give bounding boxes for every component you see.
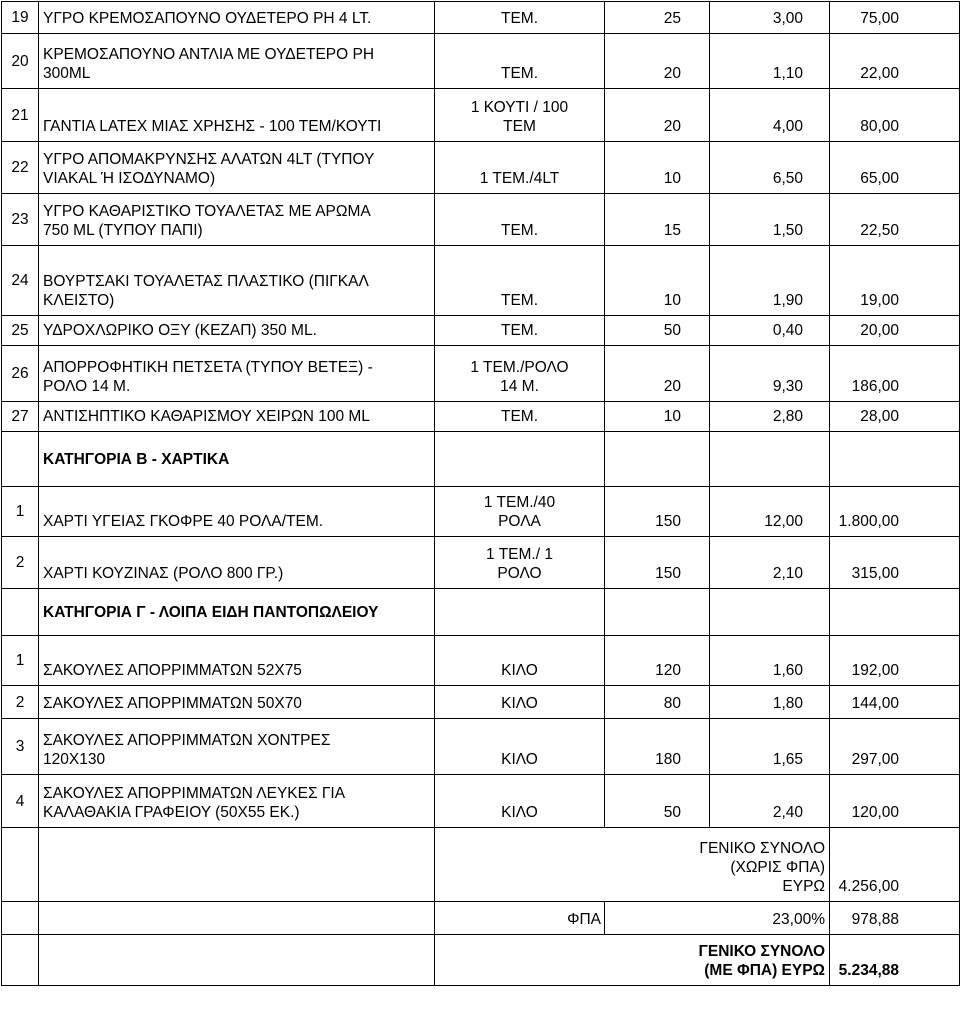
item-unit-price bbox=[710, 775, 830, 828]
net-total-value-text: 4.256,00 bbox=[838, 878, 899, 895]
item-unit bbox=[435, 686, 605, 719]
item-quantity bbox=[605, 775, 710, 828]
item-description-text: ΡΟΛΟ 14 Μ. bbox=[43, 378, 131, 395]
item-total bbox=[830, 346, 960, 402]
item-description-text: ΣΑΚΟΥΛΕΣ ΑΠΟΡΡΙΜΜΑΤΩΝ 50Χ70 bbox=[43, 695, 302, 712]
vat-value-text: 978,88 bbox=[851, 911, 899, 928]
item-unit bbox=[435, 537, 605, 589]
item-quantity-text: 20 bbox=[663, 378, 681, 395]
empty-cell bbox=[39, 902, 435, 935]
vat-value bbox=[830, 902, 960, 935]
item-quantity-text: 20 bbox=[663, 118, 681, 135]
item-unit-text: ΚΙΛΟ bbox=[501, 751, 538, 768]
item-unit-text: 1 ΤΕΜ./ 1 bbox=[486, 546, 553, 563]
item-unit-price-text: 4,00 bbox=[772, 118, 803, 135]
item-unit bbox=[435, 34, 605, 89]
gross-total-value bbox=[830, 935, 960, 986]
item-unit-text: ΚΙΛΟ bbox=[501, 695, 538, 712]
net-total-label bbox=[435, 828, 830, 902]
item-quantity bbox=[605, 537, 710, 589]
vat-rate bbox=[605, 902, 830, 935]
item-unit-price-text: 1,60 bbox=[772, 662, 803, 679]
row-number-text: 3 bbox=[15, 738, 25, 755]
gross-total-value-text: 5.234,88 bbox=[838, 962, 899, 979]
item-unit-price-text: 1,65 bbox=[772, 751, 803, 768]
item-unit bbox=[435, 636, 605, 686]
item-description bbox=[39, 636, 435, 686]
item-total-text: 192,00 bbox=[851, 662, 899, 679]
item-unit-text: ΤΕΜ bbox=[503, 118, 536, 135]
item-unit-price bbox=[710, 402, 830, 432]
item-unit-price-text: 1,10 bbox=[772, 65, 803, 82]
category-title bbox=[39, 589, 435, 636]
vat-rate-text: 23,00% bbox=[772, 911, 825, 928]
item-quantity bbox=[605, 719, 710, 775]
item-total-text: 22,50 bbox=[860, 222, 899, 239]
item-unit bbox=[435, 89, 605, 142]
row-number bbox=[2, 2, 39, 34]
item-description-text: ΑΠΟΡΡΟΦΗΤΙΚΗ ΠΕΤΣΕΤΑ (ΤΥΠΟΥ ΒΕΤΕΞ) - bbox=[43, 359, 373, 376]
item-total bbox=[830, 34, 960, 89]
empty-cell bbox=[2, 828, 39, 902]
item-unit bbox=[435, 775, 605, 828]
item-quantity bbox=[605, 346, 710, 402]
row-number bbox=[2, 686, 39, 719]
item-description bbox=[39, 34, 435, 89]
row-number-text: 1 bbox=[15, 652, 25, 669]
item-total bbox=[830, 719, 960, 775]
item-total-text: 315,00 bbox=[851, 565, 899, 582]
item-description-text: ΧΑΡΤΙ ΚΟΥΖΙΝΑΣ (ΡΟΛΟ 800 ΓΡ.) bbox=[43, 565, 284, 582]
item-description-text: ΧΑΡΤΙ ΥΓΕΙΑΣ ΓΚΟΦΡΕ 40 ΡΟΛΑ/ΤΕΜ. bbox=[43, 513, 324, 530]
category-title-text: ΚΑΤΗΓΟΡΙΑ Β - ΧΑΡΤΙΚΑ bbox=[43, 450, 230, 468]
item-quantity-text: 80 bbox=[663, 695, 681, 712]
item-total-text: 80,00 bbox=[860, 118, 899, 135]
item-description-text: 750 ML (ΤΥΠΟΥ ΠΑΠΙ) bbox=[43, 222, 203, 239]
item-unit-price bbox=[710, 487, 830, 537]
table-row bbox=[2, 719, 960, 775]
item-total-text: 28,00 bbox=[860, 408, 899, 425]
item-unit-price-text: 2,80 bbox=[772, 408, 803, 425]
net-total-label-text: (ΧΩΡΙΣ ΦΠΑ) bbox=[730, 859, 825, 876]
row-number-text: 19 bbox=[11, 9, 29, 26]
item-quantity-text: 180 bbox=[655, 751, 681, 768]
item-unit-text: 1 ΤΕΜ./4LT bbox=[479, 170, 560, 187]
row-number bbox=[2, 142, 39, 194]
item-unit bbox=[435, 194, 605, 246]
item-unit-text: ΤΕΜ. bbox=[500, 222, 539, 239]
item-description bbox=[39, 2, 435, 34]
item-unit-price bbox=[710, 316, 830, 346]
item-description bbox=[39, 142, 435, 194]
item-quantity-text: 150 bbox=[655, 565, 681, 582]
table-row bbox=[2, 686, 960, 719]
item-unit bbox=[435, 402, 605, 432]
row-number-text: 20 bbox=[11, 52, 29, 70]
row-number bbox=[2, 432, 39, 487]
item-description-text: VIAKAL Ή ΙΣΟΔΥΝΑΜΟ) bbox=[43, 170, 216, 187]
item-quantity bbox=[605, 142, 710, 194]
item-quantity-text: 150 bbox=[655, 513, 681, 530]
item-total-text: 1.800,00 bbox=[838, 513, 899, 530]
item-quantity-text: 120 bbox=[655, 662, 681, 679]
item-quantity-text: 25 bbox=[663, 10, 681, 27]
item-unit-price bbox=[710, 537, 830, 589]
net-total-label-text: ΕΥΡΩ bbox=[782, 878, 825, 895]
item-quantity-text: 15 bbox=[663, 222, 681, 239]
item-unit-price bbox=[710, 194, 830, 246]
item-unit-text: 1 ΤΕΜ./ΡΟΛΟ bbox=[470, 359, 569, 376]
item-unit-price bbox=[710, 346, 830, 402]
item-description-text: ΓΑΝΤΙΑ LATEX ΜΙΑΣ ΧΡΗΣΗΣ - 100 ΤΕΜ/ΚΟΥΤΙ bbox=[43, 118, 382, 135]
item-description bbox=[39, 316, 435, 346]
table-row bbox=[2, 636, 960, 686]
empty-cell bbox=[435, 589, 605, 636]
item-description bbox=[39, 246, 435, 316]
row-number bbox=[2, 589, 39, 636]
item-unit-price-text: 1,80 bbox=[772, 695, 803, 712]
row-number-text: 24 bbox=[11, 272, 29, 289]
row-number-text: 21 bbox=[11, 106, 29, 124]
table-row bbox=[2, 537, 960, 589]
table-row bbox=[2, 194, 960, 246]
row-number-text: 25 bbox=[11, 322, 29, 339]
item-description bbox=[39, 719, 435, 775]
empty-cell bbox=[710, 589, 830, 636]
item-quantity-text: 20 bbox=[663, 65, 681, 82]
item-description-text: ΥΓΡΟ ΑΠΟΜΑΚΡΥΝΣΗΣ ΑΛΑΤΩΝ 4LT (ΤΥΠΟΥ bbox=[43, 151, 375, 168]
item-quantity-text: 50 bbox=[663, 322, 681, 339]
item-total bbox=[830, 537, 960, 589]
item-total bbox=[830, 487, 960, 537]
item-unit bbox=[435, 142, 605, 194]
table-row bbox=[2, 142, 960, 194]
table-row bbox=[2, 89, 960, 142]
item-description-text: ΚΛΕΙΣΤΟ) bbox=[43, 292, 115, 309]
table-row bbox=[2, 316, 960, 346]
item-total-text: 186,00 bbox=[851, 378, 899, 395]
item-description-text: ΥΔΡΟΧΛΩΡΙΚΟ ΟΞΥ (ΚΕΖΑΠ) 350 ML. bbox=[43, 322, 317, 339]
row-number bbox=[2, 636, 39, 686]
empty-cell bbox=[2, 935, 39, 986]
item-total bbox=[830, 142, 960, 194]
item-unit-text: ΡΟΛΑ bbox=[498, 513, 541, 530]
item-unit-price-text: 3,00 bbox=[772, 10, 803, 27]
item-unit bbox=[435, 487, 605, 537]
row-number bbox=[2, 346, 39, 402]
item-unit-price-text: 1,50 bbox=[772, 222, 803, 239]
table-row bbox=[2, 402, 960, 432]
item-description-text: ΥΓΡΟ ΚΡΕΜΟΣΑΠΟΥΝΟ ΟΥΔΕΤΕΡΟ PH 4 LT. bbox=[43, 10, 372, 27]
empty-cell bbox=[435, 432, 605, 487]
item-unit bbox=[435, 2, 605, 34]
row-number-text: 2 bbox=[15, 554, 25, 571]
empty-cell bbox=[605, 432, 710, 487]
item-total bbox=[830, 775, 960, 828]
category-row bbox=[2, 589, 960, 636]
row-number bbox=[2, 246, 39, 316]
item-unit-text: 1 ΚΟΥΤΙ / 100 bbox=[470, 99, 569, 116]
item-quantity-text: 10 bbox=[663, 170, 681, 187]
item-total-text: 75,00 bbox=[860, 10, 899, 27]
item-unit-price bbox=[710, 34, 830, 89]
item-total bbox=[830, 316, 960, 346]
item-unit-text: ΤΕΜ. bbox=[500, 292, 539, 309]
row-number bbox=[2, 537, 39, 589]
item-total-text: 120,00 bbox=[851, 804, 899, 821]
item-description bbox=[39, 346, 435, 402]
category-title bbox=[39, 432, 435, 487]
item-quantity bbox=[605, 636, 710, 686]
item-description-text: ΑΝΤΙΣΗΠΤΙΚΟ ΚΑΘΑΡΙΣΜΟΥ ΧΕΙΡΩΝ 100 ML bbox=[43, 408, 370, 425]
item-quantity bbox=[605, 89, 710, 142]
item-total bbox=[830, 246, 960, 316]
row-number bbox=[2, 89, 39, 142]
row-number-text: 1 bbox=[15, 503, 25, 520]
row-number bbox=[2, 34, 39, 89]
item-unit-price-text: 12,00 bbox=[764, 513, 803, 530]
item-unit-text: ΤΕΜ. bbox=[500, 10, 539, 27]
item-unit-price bbox=[710, 2, 830, 34]
item-unit bbox=[435, 316, 605, 346]
vat-row bbox=[2, 902, 960, 935]
empty-cell bbox=[710, 432, 830, 487]
item-description bbox=[39, 487, 435, 537]
item-quantity bbox=[605, 487, 710, 537]
empty-cell bbox=[605, 589, 710, 636]
item-unit-price bbox=[710, 89, 830, 142]
item-description-text: ΣΑΚΟΥΛΕΣ ΑΠΟΡΡΙΜΜΑΤΩΝ ΧΟΝΤΡΕΣ bbox=[43, 732, 331, 749]
item-description bbox=[39, 194, 435, 246]
item-unit-price bbox=[710, 686, 830, 719]
table-row bbox=[2, 246, 960, 316]
item-unit-text: ΚΙΛΟ bbox=[501, 804, 538, 821]
item-description-text: ΥΓΡΟ ΚΑΘΑΡΙΣΤΙΚΟ ΤΟΥΑΛΕΤΑΣ ΜΕ ΑΡΩΜΑ bbox=[43, 203, 371, 220]
item-total bbox=[830, 89, 960, 142]
row-number-text: 4 bbox=[15, 792, 25, 810]
row-number bbox=[2, 719, 39, 775]
item-description bbox=[39, 89, 435, 142]
item-unit-text: ΚΙΛΟ bbox=[501, 662, 538, 679]
item-total-text: 65,00 bbox=[860, 170, 899, 187]
row-number bbox=[2, 402, 39, 432]
item-total bbox=[830, 636, 960, 686]
row-number bbox=[2, 194, 39, 246]
item-total bbox=[830, 194, 960, 246]
item-unit-price bbox=[710, 142, 830, 194]
item-total-text: 20,00 bbox=[860, 322, 899, 339]
vat-label-text: ΦΠΑ bbox=[567, 911, 601, 928]
empty-cell bbox=[830, 432, 960, 487]
item-unit-price-text: 9,30 bbox=[772, 378, 803, 395]
net-total-row bbox=[2, 828, 960, 902]
row-number-text: 27 bbox=[11, 408, 29, 425]
item-unit bbox=[435, 346, 605, 402]
gross-total-label-text: (ΜΕ ΦΠΑ) ΕΥΡΩ bbox=[704, 962, 825, 979]
item-description bbox=[39, 775, 435, 828]
empty-cell bbox=[39, 828, 435, 902]
price-table bbox=[1, 1, 960, 986]
item-description-text: ΚΑΛΑΘΑΚΙΑ ΓΡΑΦΕΙΟΥ (50Χ55 ΕΚ.) bbox=[43, 804, 300, 821]
item-quantity-text: 10 bbox=[663, 408, 681, 425]
row-number-text: 22 bbox=[11, 159, 29, 176]
item-total-text: 144,00 bbox=[851, 695, 899, 712]
item-quantity bbox=[605, 686, 710, 719]
item-unit-text: 14 Μ. bbox=[500, 378, 539, 395]
table-row bbox=[2, 487, 960, 537]
row-number-text: 2 bbox=[15, 693, 25, 711]
item-total bbox=[830, 2, 960, 34]
vat-label bbox=[435, 902, 605, 935]
item-unit-price bbox=[710, 246, 830, 316]
item-unit-price-text: 2,40 bbox=[772, 804, 803, 821]
item-total-text: 19,00 bbox=[860, 292, 899, 309]
row-number-text: 26 bbox=[11, 365, 29, 382]
item-unit-price-text: 2,10 bbox=[772, 565, 803, 582]
item-description-text: 300ML bbox=[43, 65, 91, 82]
item-total bbox=[830, 686, 960, 719]
item-unit bbox=[435, 246, 605, 316]
table-row bbox=[2, 2, 960, 34]
item-unit-text: ΡΟΛΟ bbox=[497, 565, 542, 582]
item-unit-price-text: 6,50 bbox=[772, 170, 803, 187]
empty-cell bbox=[830, 589, 960, 636]
item-quantity bbox=[605, 316, 710, 346]
item-unit bbox=[435, 719, 605, 775]
net-total-value bbox=[830, 828, 960, 902]
category-title-text: ΚΑΤΗΓΟΡΙΑ Γ - ΛΟΙΠΑ ΕΙΔΗ ΠΑΝΤΟΠΩΛΕΙΟΥ bbox=[43, 603, 379, 621]
item-unit-text: ΤΕΜ. bbox=[500, 65, 539, 82]
item-unit-price bbox=[710, 636, 830, 686]
item-total bbox=[830, 402, 960, 432]
gross-total-label bbox=[435, 935, 830, 986]
item-unit-price bbox=[710, 719, 830, 775]
table-row bbox=[2, 34, 960, 89]
item-unit-text: ΤΕΜ. bbox=[500, 322, 539, 339]
item-unit-text: 1 ΤΕΜ./40 bbox=[483, 494, 556, 511]
item-unit-text: ΤΕΜ. bbox=[500, 408, 539, 425]
gross-total-row bbox=[2, 935, 960, 986]
item-quantity bbox=[605, 194, 710, 246]
item-total-text: 297,00 bbox=[851, 751, 899, 768]
item-quantity bbox=[605, 34, 710, 89]
category-row bbox=[2, 432, 960, 487]
item-quantity bbox=[605, 402, 710, 432]
item-unit-price-text: 0,40 bbox=[772, 322, 803, 339]
item-description-text: ΣΑΚΟΥΛΕΣ ΑΠΟΡΡΙΜΜΑΤΩΝ ΛΕΥΚΕΣ ΓΙΑ bbox=[43, 785, 346, 802]
item-quantity-text: 50 bbox=[663, 804, 681, 821]
item-description-text: ΣΑΚΟΥΛΕΣ ΑΠΟΡΡΙΜΜΑΤΩΝ 52Χ75 bbox=[43, 662, 302, 679]
net-total-label-text: ΓΕΝΙΚΟ ΣΥΝΟΛΟ bbox=[699, 840, 825, 857]
row-number bbox=[2, 487, 39, 537]
item-quantity-text: 10 bbox=[663, 292, 681, 309]
item-quantity bbox=[605, 246, 710, 316]
gross-total-label-text: ΓΕΝΙΚΟ ΣΥΝΟΛΟ bbox=[698, 943, 825, 960]
row-number bbox=[2, 316, 39, 346]
table-row bbox=[2, 775, 960, 828]
item-description-text: 120Χ130 bbox=[43, 751, 106, 768]
row-number-text: 23 bbox=[11, 211, 29, 228]
item-total-text: 22,00 bbox=[860, 65, 899, 82]
item-description bbox=[39, 686, 435, 719]
item-description-text: ΒΟΥΡΤΣΑΚΙ ΤΟΥΑΛΕΤΑΣ ΠΛΑΣΤΙΚΟ (ΠΙΓΚΑΛ bbox=[43, 273, 369, 290]
item-description-text: ΚΡΕΜΟΣΑΠΟΥΝΟ ΑΝΤΛΙΑ ΜΕ ΟΥΔΕΤΕΡΟ PH bbox=[43, 46, 375, 63]
table-row bbox=[2, 346, 960, 402]
item-description bbox=[39, 537, 435, 589]
empty-cell bbox=[39, 935, 435, 986]
item-unit-price-text: 1,90 bbox=[772, 292, 803, 309]
item-quantity bbox=[605, 2, 710, 34]
row-number bbox=[2, 775, 39, 828]
empty-cell bbox=[2, 902, 39, 935]
item-description bbox=[39, 402, 435, 432]
